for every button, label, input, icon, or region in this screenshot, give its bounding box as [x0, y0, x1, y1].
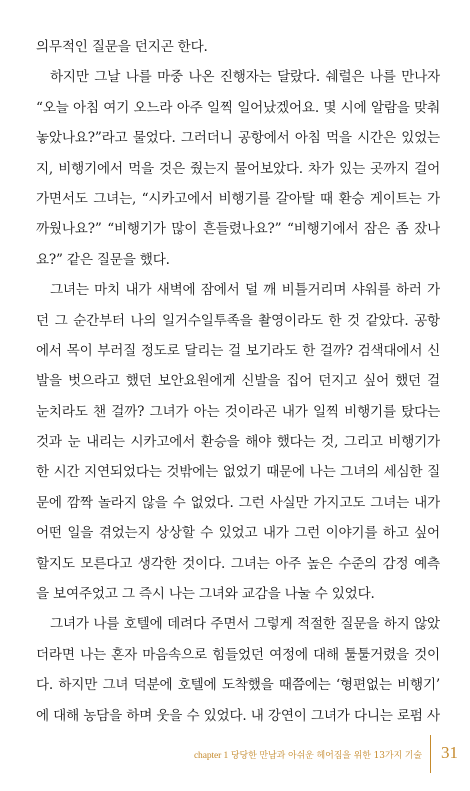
text-line: 더라면 나는 혼자 마음속으로 힘들었던 여정에 대해 툴툴거렸을 것이	[36, 646, 440, 663]
chapter-label: chapter 1	[193, 751, 229, 761]
text-line: 하지만 그날 나를 마중 나온 진행자는 달랐다. 쉐럴은 나를 만나자	[50, 69, 440, 86]
text-line: 에 대해 농담을 하며 웃을 수 있었다. 내 강연이 그녀가 다니는 로펌 사	[36, 707, 440, 724]
text-line: 까웠나요?” “비행기가 많이 흔들렸나요?” “비행기에서 잠은 좀 잤나	[36, 221, 440, 238]
running-footer	[194, 748, 422, 761]
text-line: 지, 비행기에서 먹을 것은 줬는지 물어보았다. 차가 있는 곳까지 걸어	[36, 160, 440, 177]
text-line: 것과 눈 내리는 시카고에서 환승을 해야 했다는 것, 그리고 비행기가	[36, 434, 440, 451]
text-line: 문에 깜짝 놀라지 않을 수 없었다. 그런 사실만 가지고도 그녀는 내가	[36, 494, 440, 511]
text-line: 할지도 모른다고 생각한 것이다. 그녀는 아주 높은 수준의 감정 예측	[36, 555, 440, 572]
text-line: 어떤 일을 겪었는지 상상할 수 있었고 내가 그런 이야기를 하고 싶어	[36, 525, 440, 542]
text-line: 눈치라도 챈 걸까? 그녀가 아는 것이라곤 내가 일찍 비행기를 탔다는	[36, 403, 440, 420]
text-line: 발을 벗으라고 했던 보안요원에게 신발을 집어 던지고 싶어 했던 걸	[36, 373, 440, 390]
page-footer	[0, 735, 470, 775]
text-line: 을 보여주었고 그 즉시 나는 그녀와 교감을 나눌 수 있었다.	[36, 586, 375, 603]
text-line: 가면서도 그녀는, “시카고에서 비행기를 갈아탈 때 환승 게이트는 가	[36, 190, 440, 207]
footer-divider	[430, 735, 431, 773]
text-line: 그녀는 마치 내가 새벽에 잠에서 덜 깨 비틀거리며 샤워를 하러 가	[50, 282, 440, 299]
text-line: 놓았나요?”라고 물었다. 그러더니 공항에서 아침 먹을 시간은 있었는	[36, 130, 440, 147]
text-line: 던 그 순간부터 나의 일거수일투족을 촬영이라도 한 것 같았다. 공항	[36, 312, 440, 329]
book-title: 당당한 만남과 아쉬운 헤어짐을 위한 13가지 기술	[230, 751, 422, 761]
text-line: 다. 하지만 그녀 덕분에 호텔에 도착했을 때쯤에는 ‘형편없는 비행기’	[36, 677, 440, 694]
text-line: 한 시간 지연되었다는 것밖에는 없었기 때문에 나는 그녀의 세심한 질	[36, 464, 440, 481]
text-line: 에서 목이 부러질 정도로 달리는 걸 보기라도 한 걸까? 검색대에서 신	[36, 342, 440, 359]
page-number: 31	[441, 743, 458, 762]
text-line: 요?” 같은 질문을 했다.	[36, 251, 170, 268]
text-line: “오늘 아침 여기 오느라 아주 일찍 일어났겠어요. 몇 시에 알람을 맞춰	[36, 99, 440, 116]
text-line: 의무적인 질문을 던지곤 한다.	[36, 39, 208, 55]
text-line: 그녀가 나를 호텔에 데려다 주면서 그렇게 적절한 질문을 하지 않았	[50, 616, 440, 633]
body-text	[36, 32, 440, 731]
